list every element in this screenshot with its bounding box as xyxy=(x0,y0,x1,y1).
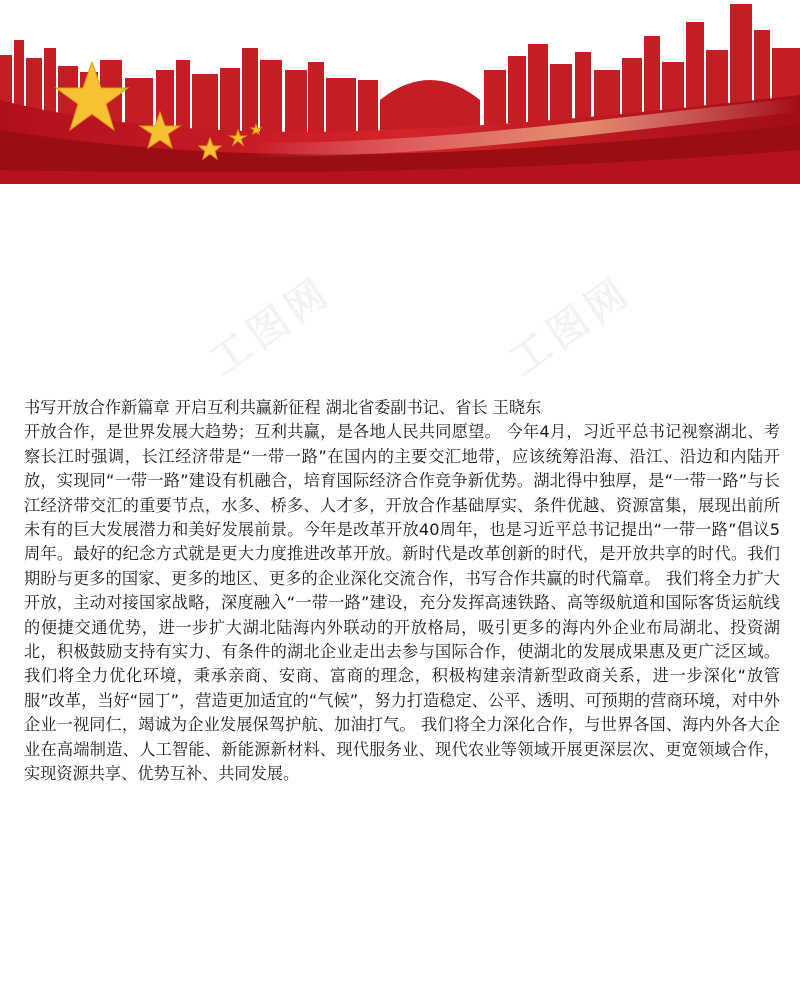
article-title: 书写开放合作新篇章 开启互利共赢新征程 湖北省委副书记、省长 王晓东 xyxy=(24,398,542,417)
header-banner xyxy=(0,0,800,184)
article-body: 开放合作，是世界发展大趋势；互利共赢，是各地人民共同愿望。 今年4月，习近平总书记视察湖北、考察长江时强调，长江经济带是“一带一路”在国内的主要交汇地带，应该统筹沿海、沿江、沿边和内陆开放，实现同“一带一路”建设有机融合，培育国际经济合作竞争新优势。湖北得中独厚，是“一带一路”与长江经济带交汇的重要节点，水多、桥多、人才多，开放合作基础厚实、条件优越、资源富集，展现出前所未有的巨大发展潜力和美好发展前景。今年是改革开放40周年，也是习近平总书记提出“一带一路”倡议5周年。最好的纪念方式就是更大力度推进改革开放。新时代是改革创新的时代，是开放共享的时代。我们期盼与更多的国家、更多的地区、更多的企业深化交流合作，书写合作共赢的时代篇章。 我们将全力扩大开放，主动对接国家战略，深度融入“一带一路”建设，充分发挥高速铁路、高等级航道和国际客货运航线的便捷交通优势，进一步扩大湖北陆海内外联动的开放格局，吸引更多的海内外企业布局湖北、投资湖北，积极鼓励支持有实力、有条件的湖北企业走出去参与国际合作，使湖北的发展成果惠及更广泛区域。 我们将全力优化环境，秉承亲商、安商、富商的理念，积极构建亲清新型政商关系，进一步深化“放管服”改革，当好“园丁”，营造更加适宜的“气候”，努力打造稳定、公平、透明、可预期的营商环境，对中外企业一视同仁，竭诚为企业发展保驾护航、加油打气。 我们将全力深化合作，与世界各国、海内外各大企业在高端制造、人工智能、新能源新材料、现代服务业、现代农业等领域开展更深层次、更宽领域合作，实现资源共享、优势互补、共同发展。 xyxy=(24,422,780,784)
article xyxy=(24,396,780,787)
city-skyline-stars-icon xyxy=(0,0,800,184)
watermark: 工图网 xyxy=(201,267,341,385)
watermark: 工图网 xyxy=(501,267,641,385)
